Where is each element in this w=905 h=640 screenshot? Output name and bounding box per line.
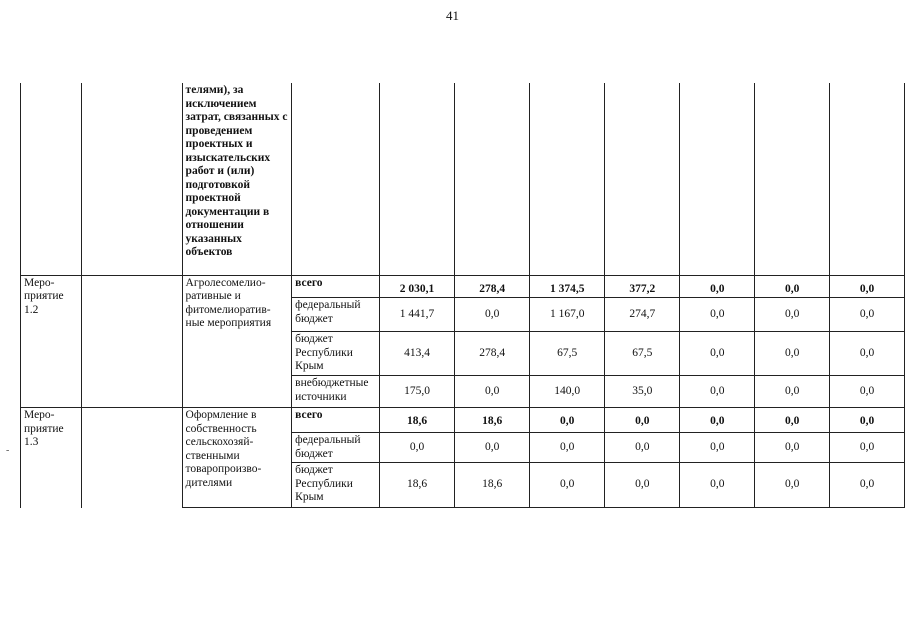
funding-source: всего: [295, 409, 323, 421]
value-cell: [379, 275, 454, 298]
value: 2 030,1: [399, 282, 435, 295]
blank-cell: [81, 408, 182, 508]
funding-source: всего: [295, 276, 323, 289]
value-cell: [455, 433, 530, 463]
blank-cell: [81, 83, 182, 275]
measure-id: Меро- приятие 1.2: [24, 276, 64, 316]
table-row: [21, 408, 905, 433]
funding-source: внебюджетные источники: [295, 377, 369, 403]
value-cell: [680, 433, 755, 463]
value: 0,0: [710, 384, 725, 397]
value-cell: [605, 332, 680, 376]
value-cell: [830, 83, 905, 275]
value: 0,0: [560, 440, 575, 453]
value: 175,0: [404, 384, 430, 397]
value-cell: [680, 332, 755, 376]
table-row: [21, 275, 905, 298]
value: 1 167,0: [549, 307, 585, 320]
value-cell: [530, 433, 605, 463]
value: 67,5: [557, 346, 578, 359]
value-cell: [379, 433, 454, 463]
value-cell: [830, 376, 905, 408]
funding-source-cell: [292, 463, 380, 508]
measure-name: Оформление в собственность сельскохозяй- ственными товаропроизво- дителями: [185, 409, 262, 489]
value-cell: [455, 463, 530, 508]
value-cell: [379, 83, 454, 275]
table-body: [21, 83, 905, 508]
value: 0,0: [784, 307, 800, 320]
value-cell: [455, 83, 530, 275]
value: 0,0: [484, 384, 500, 397]
budget-table: [20, 83, 905, 508]
funding-source: федеральный бюджет: [295, 299, 361, 325]
value-cell: [379, 332, 454, 376]
value-cell: [530, 408, 605, 433]
value-cell: [830, 298, 905, 332]
value: 0,0: [710, 478, 725, 491]
value-cell: [379, 463, 454, 508]
measure-id-cell: [21, 408, 82, 508]
value-cell: [455, 408, 530, 433]
value: 0,0: [560, 415, 575, 427]
value: 0,0: [710, 346, 725, 359]
value-cell: [755, 408, 830, 433]
value: 0,0: [859, 478, 875, 491]
value: 0,0: [710, 415, 725, 427]
value-cell: [530, 83, 605, 275]
table-row: [21, 83, 905, 275]
value-cell: [755, 463, 830, 508]
value: 0,0: [859, 415, 875, 427]
value: 0,0: [635, 440, 650, 453]
measure-name-cell: [182, 275, 292, 408]
continuation-text: телями), за исключением затрат, связанных с проведением проектных и изыскательских работ и (или) подготовкой проектной документации в отношении указанных объектов: [185, 84, 288, 258]
value-cell: [605, 408, 680, 433]
funding-source-cell: [292, 275, 380, 298]
value: 0,0: [560, 478, 575, 491]
value: 0,0: [784, 384, 800, 397]
value: 0,0: [859, 440, 875, 453]
value-cell: [530, 376, 605, 408]
value: 0,0: [784, 415, 800, 427]
value-cell: [605, 275, 680, 298]
measure-id-cell: [21, 275, 82, 408]
funding-source-cell: [292, 298, 380, 332]
value-cell: [605, 298, 680, 332]
funding-source-cell: [292, 332, 380, 376]
funding-source-cell: [292, 433, 380, 463]
value: 1 374,5: [549, 282, 585, 295]
value: 18,6: [482, 415, 503, 427]
id-cell: [21, 83, 82, 275]
value-cell: [379, 408, 454, 433]
value-cell: [755, 298, 830, 332]
value: 140,0: [554, 384, 581, 397]
value-cell: [530, 332, 605, 376]
value-cell: [530, 463, 605, 508]
blank-cell: [81, 275, 182, 408]
value: 0,0: [409, 440, 425, 453]
value-cell: [680, 376, 755, 408]
source-cell: [292, 83, 380, 275]
margin-mark: -: [6, 445, 10, 456]
page-number: 41: [446, 8, 459, 23]
value-cell: [755, 376, 830, 408]
value: 0,0: [859, 282, 875, 295]
value-cell: [455, 332, 530, 376]
value: 0,0: [484, 440, 500, 453]
value-cell: [530, 275, 605, 298]
value-cell: [830, 332, 905, 376]
value: 0,0: [859, 346, 875, 359]
value: 274,7: [629, 307, 656, 320]
value-cell: [530, 298, 605, 332]
value-cell: [455, 376, 530, 408]
value: 377,2: [629, 282, 656, 295]
value: 0,0: [710, 282, 725, 295]
value-cell: [680, 463, 755, 508]
funding-source: бюджет Республики Крым: [295, 464, 353, 503]
value: 278,4: [479, 282, 506, 295]
value: 0,0: [484, 307, 500, 320]
value-cell: [605, 83, 680, 275]
value: 0,0: [859, 307, 875, 320]
value: 278,4: [479, 346, 506, 359]
value-cell: [605, 433, 680, 463]
value: 0,0: [784, 346, 800, 359]
measure-id: Меро- приятие 1.3: [24, 409, 64, 448]
description-cell: [182, 83, 292, 275]
value-cell: [379, 298, 454, 332]
measure-name-cell: [182, 408, 292, 508]
value-cell: [680, 408, 755, 433]
value-cell: [755, 275, 830, 298]
value: 0,0: [635, 478, 650, 491]
value: 35,0: [632, 384, 653, 397]
value-cell: [680, 83, 755, 275]
value: 0,0: [784, 440, 800, 453]
value-cell: [755, 433, 830, 463]
value: 0,0: [710, 440, 725, 453]
value: 1 441,7: [399, 307, 435, 320]
value-cell: [755, 332, 830, 376]
value-cell: [379, 376, 454, 408]
funding-source: федеральный бюджет: [295, 434, 361, 460]
value: 0,0: [859, 384, 875, 397]
value-cell: [830, 408, 905, 433]
value-cell: [455, 298, 530, 332]
value-cell: [830, 463, 905, 508]
value: 413,4: [404, 346, 430, 359]
value-cell: [605, 463, 680, 508]
value-cell: [830, 433, 905, 463]
value: 0,0: [710, 307, 725, 320]
value: 0,0: [784, 478, 800, 491]
measure-name: Агролесомелио- ративные и фитомелиоратив- ные мероприятия: [185, 276, 272, 329]
value-cell: [680, 275, 755, 298]
value: 0,0: [784, 282, 800, 295]
value: 67,5: [632, 346, 653, 359]
value: 18,6: [482, 478, 503, 491]
value-cell: [755, 83, 830, 275]
funding-source-cell: [292, 408, 380, 433]
value-cell: [680, 298, 755, 332]
funding-source: бюджет Республики Крым: [295, 333, 353, 372]
funding-source-cell: [292, 376, 380, 408]
value: 18,6: [406, 415, 428, 427]
value: 0,0: [635, 415, 650, 427]
value-cell: [455, 275, 530, 298]
value-cell: [605, 376, 680, 408]
value-cell: [830, 275, 905, 298]
value: 18,6: [406, 478, 428, 491]
